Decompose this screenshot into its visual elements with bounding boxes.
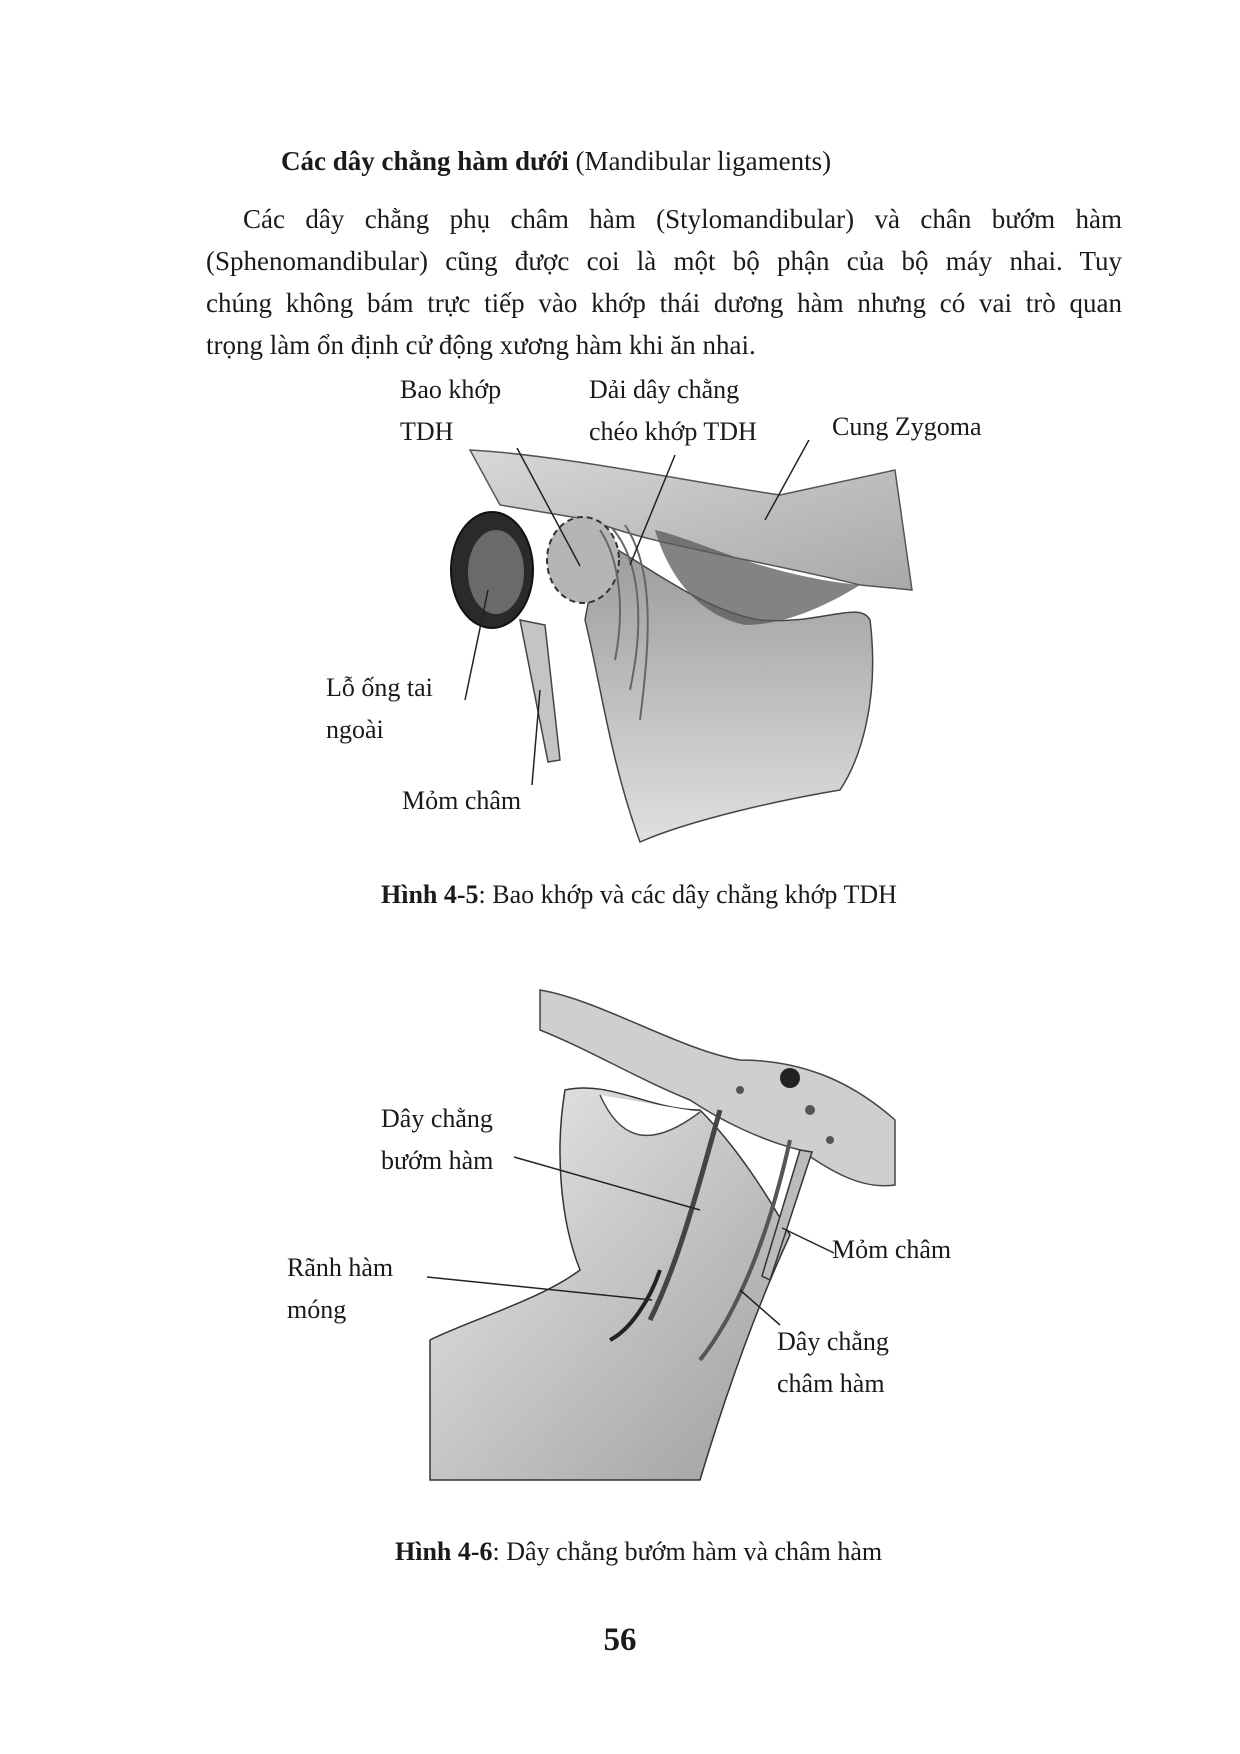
label-stylo-line2: châm hàm (777, 1369, 885, 1398)
section-heading (281, 146, 831, 177)
figure2-caption-number: Hình 4-6 (395, 1537, 493, 1566)
label-ear-line2: ngoài (326, 715, 384, 744)
label-styloid-2: Mỏm châm (832, 1235, 952, 1264)
figure2-caption (395, 1537, 882, 1567)
paragraph-line: Các dây chằng phụ châm hàm (Stylomandibular) và chân bướm hàm (243, 204, 1122, 234)
figure2-caption-text: : Dây chằng bướm hàm và châm hàm (492, 1537, 883, 1566)
paragraph-line: (Sphenomandibular) cũng được coi là một bộ phận của bộ máy nhai. Tuy (206, 246, 1122, 276)
label-sphenomandibular (381, 1098, 493, 1182)
label-styloid-1: Mỏm châm (402, 786, 522, 815)
page-number: 56 (603, 1622, 637, 1658)
label-capsule (400, 369, 501, 453)
label-capsule-line1: Bao khớp (400, 375, 502, 404)
label-oblique-line1: Dải dây chằng (589, 375, 740, 404)
paragraph-line: trọng làm ổn định cử động xương hàm khi ăn nhai. (206, 330, 756, 360)
figure1-caption-number: Hình 4-5 (381, 880, 479, 909)
paragraph-line: chúng không bám trực tiếp vào khớp thái dương hàm nhưng có vai trò quan (206, 288, 1122, 318)
label-ear-canal (326, 667, 433, 751)
section-heading-bold: Các dây chằng hàm dưới (281, 146, 569, 176)
label-oblique-ligament (589, 369, 757, 453)
figure1-caption-text: : Bao khớp và các dây chằng khớp TDH (478, 880, 897, 909)
label-stylomandibular (777, 1321, 889, 1405)
label-oblique-line2: chéo khớp TDH (589, 417, 757, 446)
figure1-caption (381, 880, 897, 910)
label-ear-line1: Lỗ ống tai (326, 673, 433, 702)
label-stylo-line1: Dây chằng (777, 1327, 889, 1356)
label-groove-line2: móng (287, 1295, 347, 1324)
label-capsule-line2: TDH (400, 417, 454, 446)
label-groove-line1: Rãnh hàm (287, 1253, 394, 1282)
section-heading-english: (Mandibular ligaments) (568, 146, 832, 176)
label-mylohyoid-groove (287, 1247, 393, 1331)
label-spheno-line2: bướm hàm (381, 1146, 494, 1175)
label-spheno-line1: Dây chằng (381, 1104, 493, 1133)
body-paragraph (206, 198, 1122, 366)
label-zygoma: Cung Zygoma (832, 412, 982, 441)
